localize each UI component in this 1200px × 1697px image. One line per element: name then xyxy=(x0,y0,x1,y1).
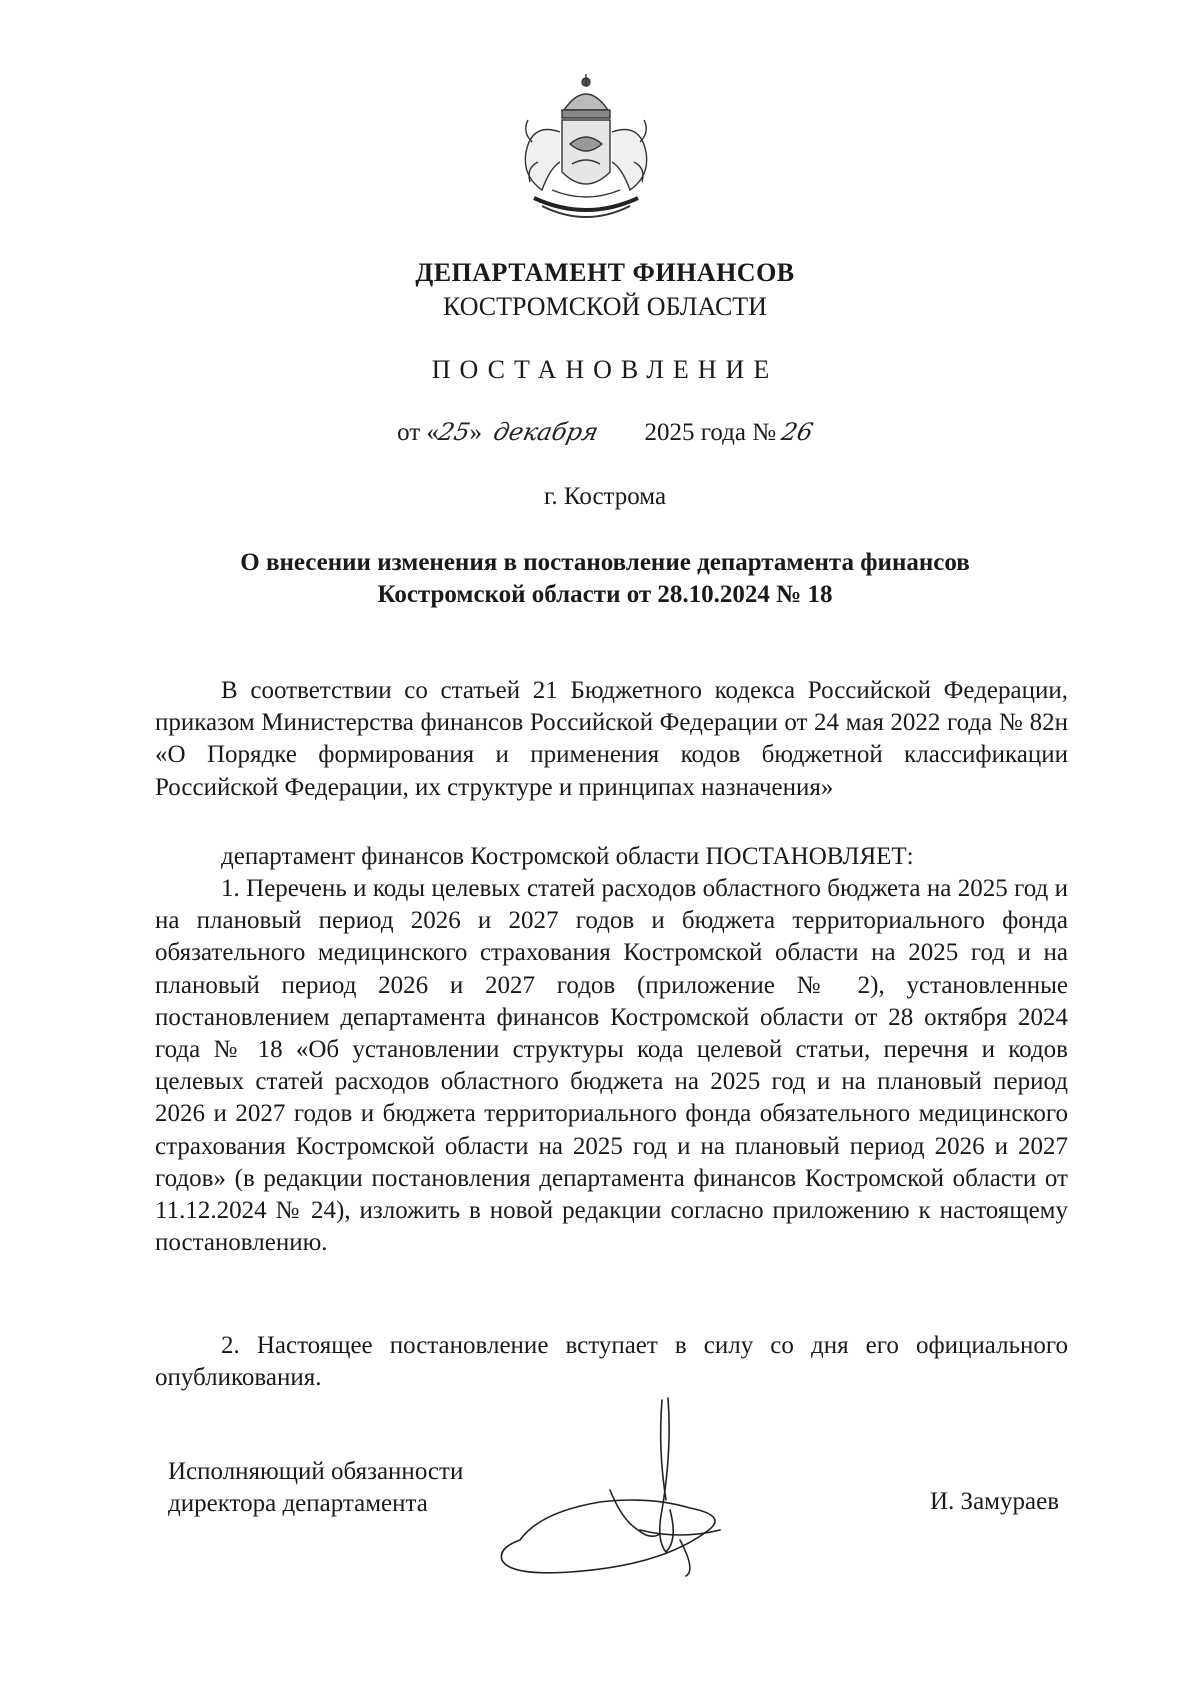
document-subject xyxy=(150,547,1060,611)
document-number: 26 xyxy=(779,418,816,446)
date-month: декабря xyxy=(491,418,602,446)
signer-name: И. Замураев xyxy=(930,1488,1059,1515)
signer-title-line-1: Исполняющий обязанности xyxy=(168,1458,464,1485)
paragraph-preamble: В соответствии со статьей 21 Бюджетного кодекса Российской Федерации, приказом Министерства финансов Российской Федерации от 24 мая 2022 года № 82н «О Порядке формирования и применения кодов бюджетной классификации Российской Федерации, их структуре и принципах назначения» xyxy=(155,677,1068,801)
department-region: КОСТРОМСКОЙ ОБЛАСТИ xyxy=(443,292,767,321)
subject-line-1: О внесении изменения в постановление департамента финансов xyxy=(240,549,970,576)
signer-title-line-2: директора департамента xyxy=(168,1490,428,1517)
signer-title xyxy=(168,1456,463,1520)
coat-of-arms-icon xyxy=(512,72,660,232)
paragraph-resolves: департамент финансов Костромской области ПОСТАНОВЛЯЕТ: xyxy=(221,843,914,870)
date-prefix: от « xyxy=(397,419,439,446)
subject-line-2: Костромской области от 28.10.2024 № 18 xyxy=(377,581,833,608)
handwritten-signature xyxy=(490,1390,780,1580)
date-day: 25 xyxy=(435,418,473,446)
date-close-quote: » xyxy=(469,419,483,446)
date-year-text: 2025 года № xyxy=(644,419,777,446)
department-name: ДЕПАРТАМЕНТ ФИНАНСОВ xyxy=(415,258,795,287)
city: г. Кострома xyxy=(543,483,667,510)
paragraph-item-1: 1. Перечень и коды целевых статей расходов областного бюджета на 2025 год и на плановый период 2026 и 2027 годов и бюджета территориального фонда обязательного медицинского страхования Костромской области на 2025 год и на плановый период 2026 и 2027 годов (приложение № 2), установленные постановлением департамента финансов Костромской области от 28 октября 2024 года № 18 «Об установлении структуры кода целевой статьи, перечня и кодов целевых статей расходов областного бюджета на 2025 год и на плановый период 2026 и 2027 годов и бюджета территориального фонда обязательного медицинского страхования Костромской области на 2025 год и на плановый период 2026 и 2027 годов» (в редакции постановления департамента финансов Костромской области от 11.12.2024 № 24), изложить в новой редакции согласно приложению к настоящему постановлению. xyxy=(155,875,1068,1257)
paragraph-item-2: 2. Настоящее постановление вступает в силу со дня его официального опубликования. xyxy=(155,1332,1068,1392)
document-type: ПОСТАНОВЛЕНИЕ xyxy=(431,355,779,384)
date-line xyxy=(150,418,1060,447)
